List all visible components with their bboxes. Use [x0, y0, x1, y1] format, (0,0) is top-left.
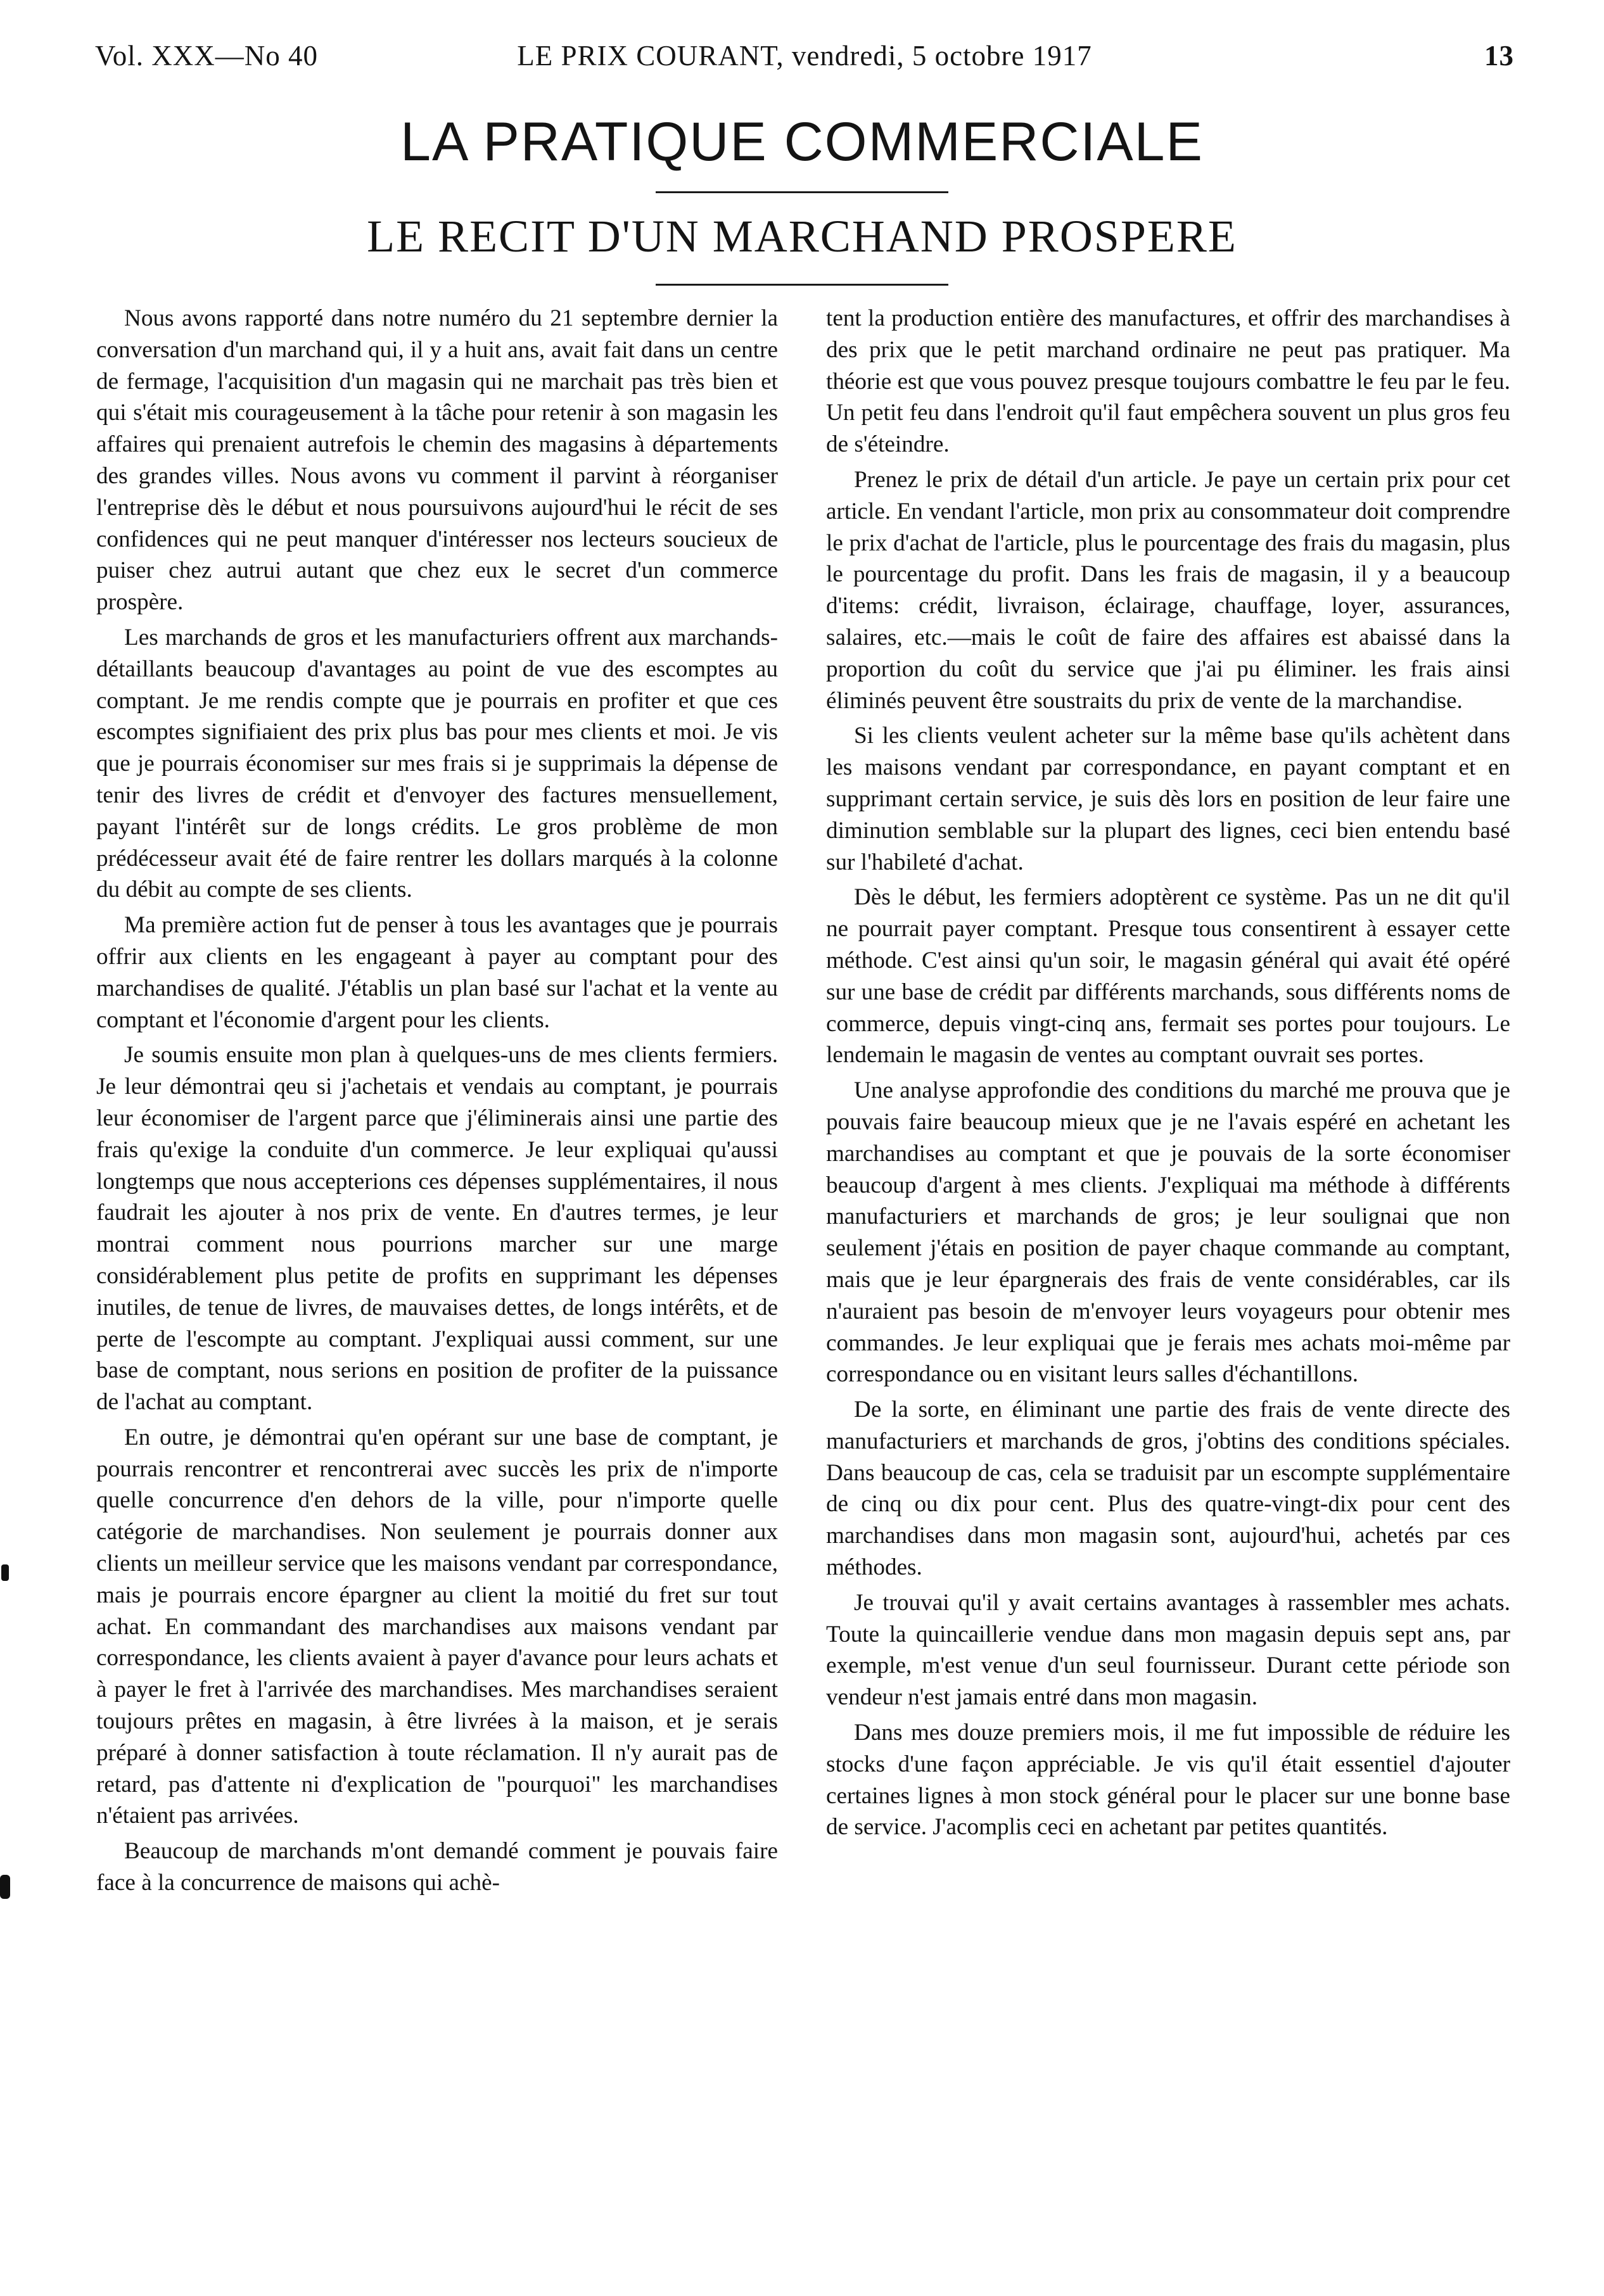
paragraph: Beaucoup de marchands m'ont demandé comment je pouvais faire face à la concurrence de maisons qui achè- — [96, 1838, 778, 1896]
paragraph: En outre, je démontrai qu'en opérant sur une base de comptant, je pourrais rencontrer et rencontrerai avec succès les prix de n'importe quelle concurrence d'en dehors de la ville, pour n'importe quelle catégorie de marchandises. Non seulement je pourrais donner aux clients un meilleur service que les maisons vendant par correspondance, mais je pourrais encore épargner au client la moitié du fret sur tout achat. En commandant des marchandises aux maisons vendant par correspondance, les clients avaient à payer d'avance pour leurs achats et à payer le fret à l'arrivée des marchandises. Mes marchandises seraient toujours prêtes en magasin, à être livrées à la maison, et je serais préparé à donner satisfaction à toute réclamation. Il n'y aurait pas de retard, pas d'attente ni d'explication de "pourquoi" les marchandises n'étaient pas arrivées. — [96, 1424, 778, 1829]
paragraph: Les marchands de gros et les manufacturiers offrent aux marchands-détaillants beaucoup d'avantages au point de vue des escomptes au comptant. Je me rendis compte que je pourrais en profiter et que ces escomptes signifiaient des prix plus bas pour mes clients et moi. Je vis que je pourrais économiser sur mes frais si je supprimais la dépense de tenir des livres de crédit et d'envoyer des factures mensuellement, payant l'intérêt sur de longs crédits. Le gros problème de mon prédécesseur avait été de faire rentrer les dollars marqués à la colonne du débit au compte de ses clients. — [96, 624, 778, 903]
paragraph: Dans mes douze premiers mois, il me fut impossible de réduire les stocks d'une façon appréciable. Je vis qu'il était essentiel d'ajouter certaines lignes à mon stock général pour le placer sur une bonne base de service. J'acomplis ceci en achetant par petites quantités. — [826, 1720, 1510, 1841]
paragraph: Je trouvai qu'il y avait certains avantages à rassembler mes achats. Toute la quincaillerie vendue dans mon magasin depuis sept ans, par exemple, m'est venue d'un seul fournisseur. Durant cette période son vendeur n'est jamais entré dans mon magasin. — [826, 1589, 1510, 1711]
paragraph: tent la production entière des manufactures, et offrir des marchandises à des prix que le petit marchand ordinaire ne peut pas pratiquer. Ma théorie est que vous pouvez presque toujours combattre le feu par le feu. Un petit feu dans l'endroit qu'il faut empêchera souvent un plus gros feu de s'éteindre. — [826, 305, 1510, 458]
publication-date-line: LE PRIX COURANT, vendredi, 5 octobre 1917 — [517, 40, 1092, 72]
binding-hole-mark — [1, 1564, 9, 1581]
page-number: 13 — [1484, 40, 1514, 72]
paragraph: Je soumis ensuite mon plan à quelques-uns de mes clients fermiers. Je leur démontrai qeu si j'achetais et vendais au comptant, je pourrais leur économiser de l'argent parce que j'éliminerais ainsi une partie des frais qu'exige la conduite d'un commerce. Je leur expliquai qu'aussi longtemps que nous accepterions ces dépenses supplémentaires, il nous faudrait les ajouter à nos prix de vente. En d'autres termes, je leur montrai comment nous pourrions marcher sur une marge considérablement plus petite de profits en supprimant les dépenses inutiles, de tenue de livres, de mauvaises dettes, de longs intérêts, et de perte de l'escompte au comptant. J'expliquai aussi comment, sur une base de comptant, nous serions en position de profiter de la puissance de l'achat au comptant. — [96, 1042, 778, 1416]
paragraph: De la sorte, en éliminant une partie des frais de vente directe des manufacturiers et marchands de gros, j'obtins des conditions spéciales. Dans beaucoup de cas, cela se traduisit par un escompte supplémentaire de cinq ou dix pour cent. Plus des quatre-vingt-dix pour cent des marchandises dans mon magasin sont, aujourd'hui, achetés par ces méthodes. — [826, 1397, 1510, 1581]
running-header — [95, 39, 1514, 84]
article-title: LE RECIT D'UN MARCHAND PROSPERE — [367, 211, 1237, 262]
paragraph: Si les clients veulent acheter sur la même base qu'ils achètent dans les maisons vendant par correspondance, en payant comptant et en supprimant certain service, je suis dès lors en position de leur faire une diminution semblable sur la plupart des lignes, ceci bien entendu basé sur l'habileté d'achat. — [826, 723, 1510, 875]
title-rule-top — [656, 191, 948, 193]
binding-hole-mark — [0, 1875, 10, 1899]
paragraph: Une analyse approfondie des conditions du marché me prouva que je pouvais faire beaucoup mieux que je ne l'avais espéré en achetant les marchandises au comptant et que je pouvais de la sorte économiser beaucoup d'argent à mes clients. J'expliquai ma méthode à différents manufacturiers et marchands de gros; je leur soulignai que non seulement j'étais en position de payer chaque commande au comptant, mais que je leur épargnerais des frais de vente considérables, car ils n'auraient pas besoin de m'envoyer leurs voyageurs pour obtenir mes commandes. Je leur expliquai que je ferais mes achats moi-même par correspondance ou en visitant leurs salles d'échantillons. — [826, 1077, 1510, 1388]
paragraph: Prenez le prix de détail d'un article. Je paye un certain prix pour cet article. En vendant l'article, mon prix au consommateur doit comprendre le prix d'achat de l'article, plus le pourcentage des frais du magasin, plus le pourcentage du profit. Dans les frais de magasin, il y a beaucoup d'items: crédit, livraison, éclairage, chauffage, loyer, assurances, salaires, etc.—mais le coût de faire des affaires est abaissé dans la proportion du coût du service que j'ai pu éliminer. les frais ainsi éliminés peuvent être soustraits du prix de vente de la marchandise. — [826, 466, 1510, 714]
left-column — [96, 303, 778, 2235]
section-title: LA PRATIQUE COMMERCIALE — [400, 111, 1204, 172]
paragraph: Nous avons rapporté dans notre numéro du 21 septembre dernier la conversation d'un marchand qui, il y a huit ans, avait fait dans un centre de fermage, l'acquisition d'un magasin qui ne marchait pas très bien et qui s'était mis courageusement à la tâche pour retenir à son magasin les affaires qui prenaient autrefois le chemin des magasins à départements des grandes villes. Nous avons vu comment il parvint à réorganiser l'entreprise dès le début et nous poursuivons aujourd'hui le récit de ses confidences qui ne peut manquer d'intéresser nos lecteurs soucieux de puiser chez autrui autant que chez eux le secret d'un commerce prospère. — [96, 305, 778, 616]
right-column — [826, 303, 1510, 2235]
title-rule-bottom — [656, 284, 948, 286]
paragraph: Ma première action fut de penser à tous les avantages que je pourrais offrir aux clients en les engageant à payer au comptant pour des marchandises de qualité. J'établis un plan basé sur l'achat et la vente au comptant et l'économie d'argent pour les clients. — [96, 912, 778, 1033]
volume-number: Vol. XXX—No 40 — [95, 40, 318, 72]
paragraph: Dès le début, les fermiers adoptèrent ce système. Pas un ne dit qu'il ne pourrait payer comptant. Presque tous consentirent à essayer cette méthode. C'est ainsi qu'un soir, le magasin général qui avait été opéré sur une base de crédit par différents marchands, sous différents noms de commerce, depuis vingt-cinq ans, fermait ses portes pour toujours. Le lendemain le magasin de ventes au comptant ouvrait ses portes. — [826, 884, 1510, 1069]
